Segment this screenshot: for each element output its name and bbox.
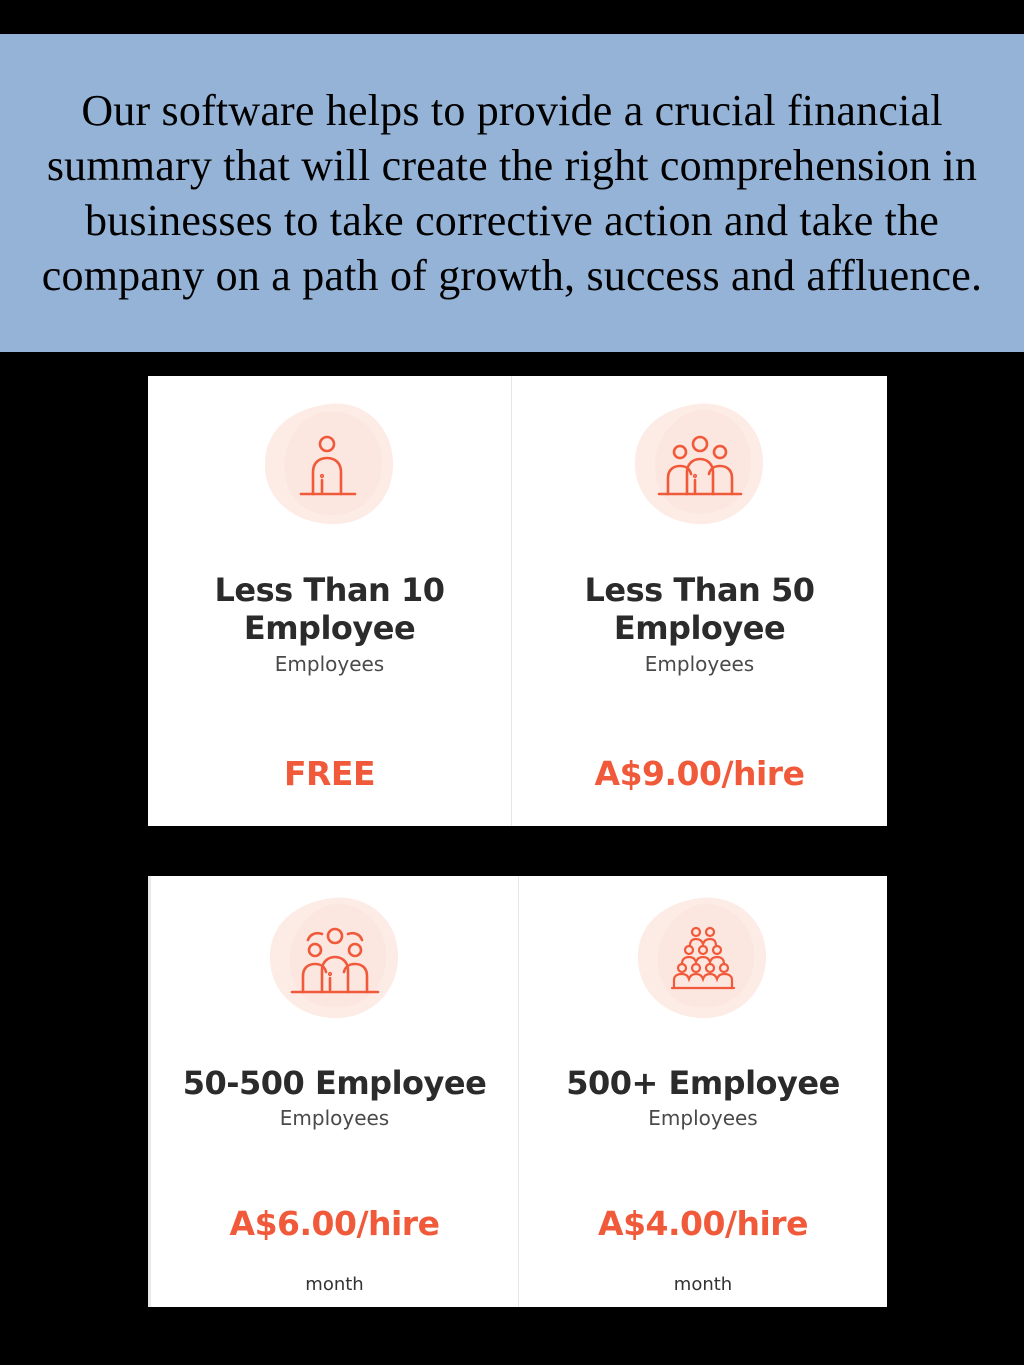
pricing-panel-top [148, 376, 887, 826]
plan-title: Less Than 10 Employee [214, 571, 445, 647]
plan-card-less-than-50[interactable] [511, 376, 887, 826]
plan-subtitle: Employees [274, 652, 385, 676]
crowd-icon [628, 892, 778, 1022]
plan-price: A$4.00/hire [598, 1204, 808, 1243]
plan-card-50-500[interactable] [151, 876, 518, 1307]
team-group-icon [260, 892, 410, 1022]
plan-subtitle: Employees [644, 652, 755, 676]
plan-price: A$6.00/hire [229, 1204, 440, 1243]
plan-subtitle: Employees [279, 1106, 390, 1130]
small-group-icon [625, 398, 775, 528]
plan-period: month [305, 1274, 364, 1295]
pricing-panel-bottom [148, 876, 887, 1307]
description-banner [0, 34, 1024, 352]
plan-period: month [673, 1274, 733, 1295]
plan-title: 50-500 Employee [182, 1064, 487, 1102]
plan-price: FREE [283, 754, 376, 793]
single-person-icon [255, 398, 405, 528]
plan-title: Less Than 50 Employee [584, 571, 815, 647]
plan-subtitle: Employees [648, 1106, 758, 1130]
plan-card-500-plus[interactable] [518, 876, 887, 1307]
description-text: Our software helps to provide a crucial financial summary that will create the right comprehension in businesses to take corrective action and take the company on a path of growth, success and affluence. [41, 86, 983, 300]
plan-title: 500+ Employee [566, 1064, 840, 1102]
plan-price: A$9.00/hire [594, 754, 805, 793]
plan-card-less-than-10[interactable] [148, 376, 511, 826]
